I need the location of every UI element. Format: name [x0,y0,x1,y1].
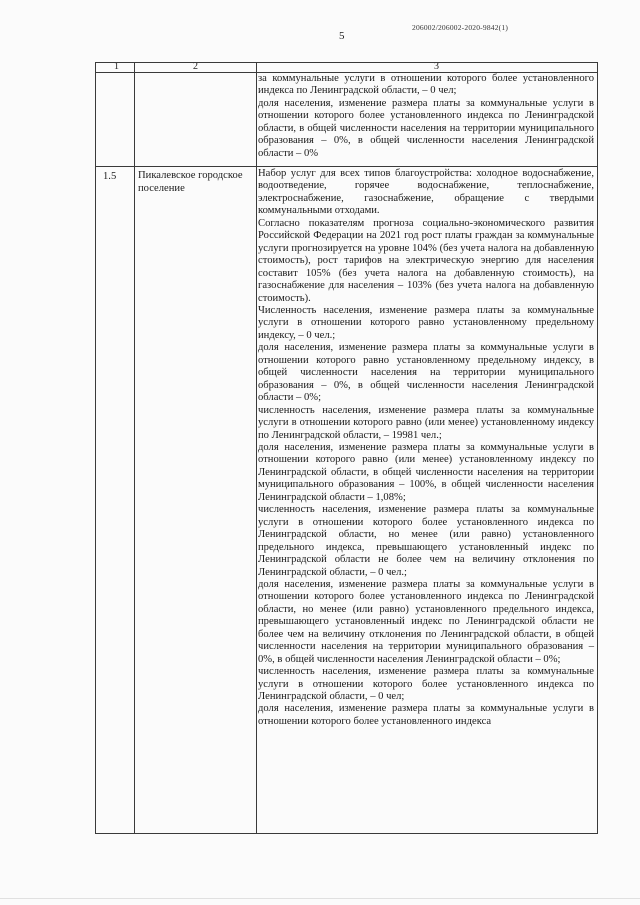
text-paragraph: доля населения, изменение размера платы за коммунальные услуги в отношении которого более установленного индекса по Ленинградской области, но менее (или равно) установленного предельного индекса, превышающего установленный индекс по Ленинградской области не более чем на величину отклонения по Ленинградской области, в общей численности населения на территории муниципального образования – 0%, в общей численности населения Ленинградской области – 0%; [258,578,594,665]
column-divider-2 [256,63,257,833]
text-paragraph: численность населения, изменение размера платы за коммунальные услуги в отношении которого более установленного индекса по Ленинградской области, но менее (или равно) установленного предельного индекса, превышающего установленный индекс по Ленинградской области не более чем на величину отклонения по Ленинградской области, – 0 чел.; [258,504,594,578]
text-paragraph: доля населения, изменение размера платы за коммунальные услуги в отношении которого более установленного индекса [258,703,594,727]
text-paragraph: доля населения, изменение размера платы за коммунальные услуги в отношении которого равно установленному предельному индексу, в общей численности населения на территории муниципального образования – 0%, в общей численности населения Ленинградской области – 0%; [258,342,594,404]
row-divider [96,166,597,167]
column-header-1: 1 [114,62,119,72]
text-paragraph: Численность населения, изменение размера платы за коммунальные услуги в отношении которого равно установленному предельному индексу, – 0 чел.; [258,304,594,341]
settlement-description [258,168,594,728]
text-paragraph: численность населения, изменение размера платы за коммунальные услуги в отношении которого более установленного индекса по Ленинградской области, – 0 чел; [258,666,594,703]
text-paragraph: Согласно показателям прогноза социально-экономического развития Российской Федерации на 2021 год рост платы граждан за коммунальные услуги прогнозируется на уровне 104% (без учета налога на добавленную стоимость), рост тарифов на электрическую энергию для населения составит 105% (без учета налога на добавленную стоимость), на газоснабжение для населения – 103% (без учета налога на добавленную стоимость). [258,217,594,304]
scan-edge-line [0,898,640,899]
text-paragraph: доля населения, изменение размера платы за коммунальные услуги в отношении которого равно (или менее) установленному индексу по Ленинградской области, в общей численности населения на территории муниципального образования – 100%, в общей численности населения Ленинградской области – 1,08%; [258,441,594,503]
text-paragraph: численность населения, изменение размера платы за коммунальные услуги в отношении которого равно (или менее) установленному индексу по Ленинградской области, – 19981 чел.; [258,404,594,441]
text-paragraph: доля населения, изменение размера платы за коммунальные услуги в отношении которого более установленного индекса по Ленинградской области, в общей численности населения на территории муниципального образования – 0%, в общей численности населения Ленинградской области – 0% [258,97,594,159]
column-header-2: 2 [193,62,198,72]
document-id: 206002/206002-2020-9842(1) [412,23,509,32]
column-divider-1 [134,63,135,833]
text-paragraph: за коммунальные услуги в отношении которого более установленного индекса по Ленинградской области, – 0 чел; [258,73,594,97]
column-header-3: 3 [434,62,439,72]
row-number: 1.5 [103,171,117,182]
text-paragraph: Набор услуг для всех типов благоустройства: холодное водоснабжение, водоотведение, горячее водоснабжение, теплоснабжение, электроснабжение, газоснабжение, обращение с твердыми коммунальными отходами. [258,168,594,217]
page-number: 5 [339,30,345,42]
document-table [95,62,598,834]
continued-row-text [258,73,594,160]
settlement-name: Пикалевское городское поселение [138,170,243,194]
